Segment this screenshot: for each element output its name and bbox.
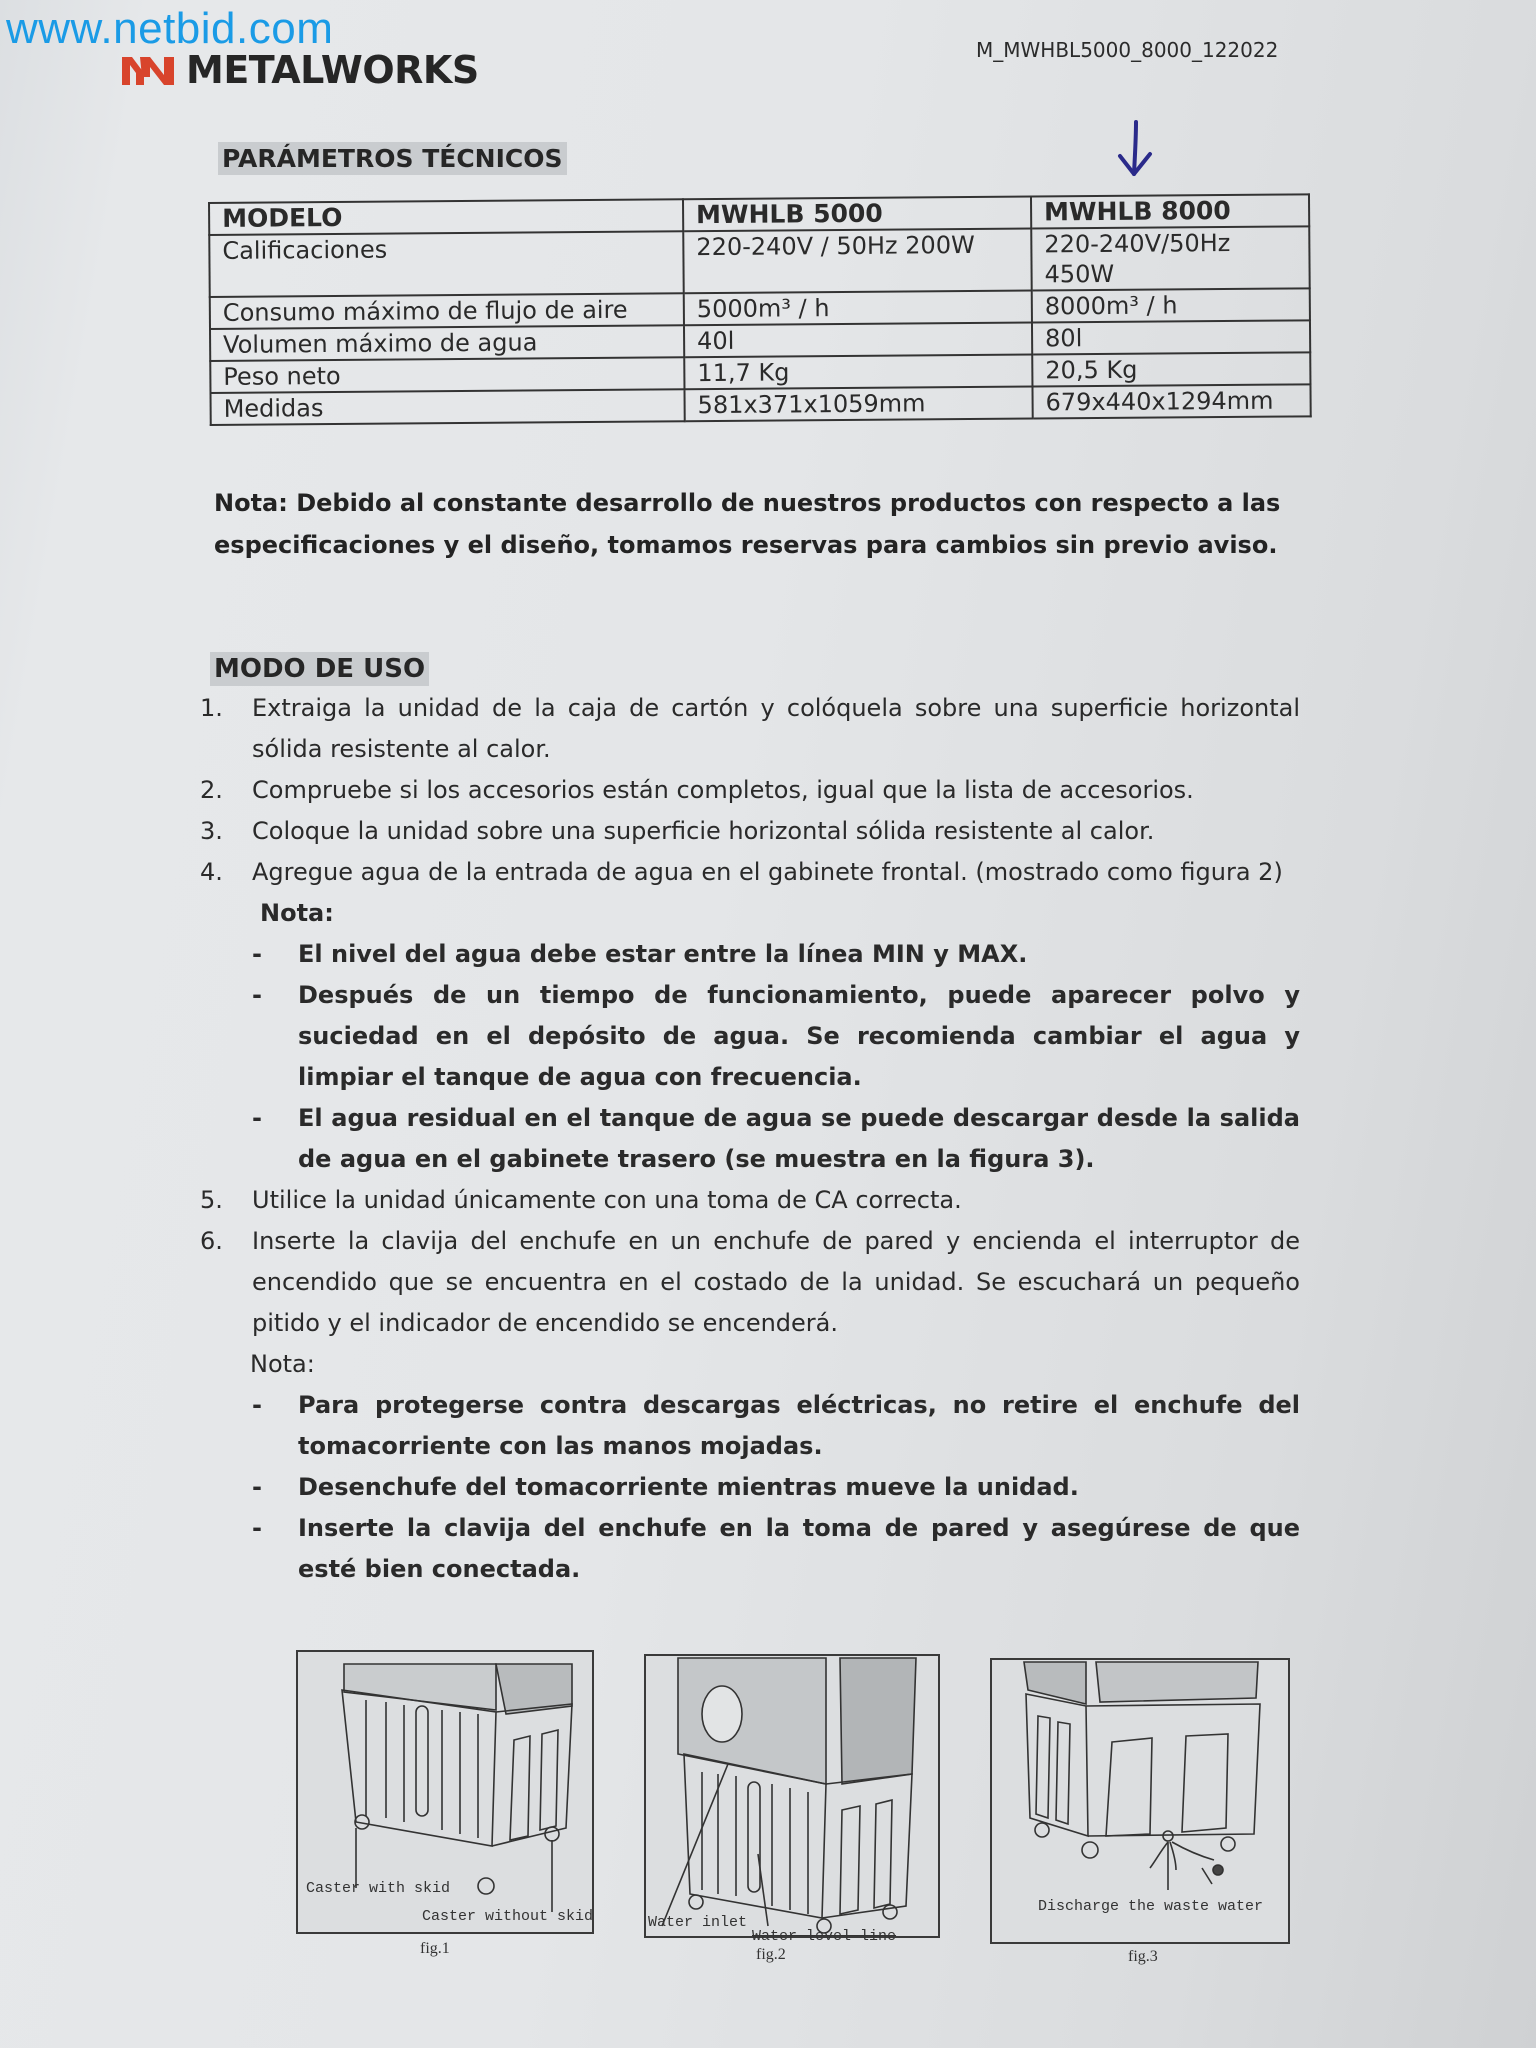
cell-value: 11,7 Kg xyxy=(684,355,1032,390)
watermark: www.netbid.com xyxy=(6,4,334,53)
note-bullet xyxy=(200,1385,1300,1467)
figure-label: Caster with skid xyxy=(306,1880,451,1897)
cell-value: 80l xyxy=(1032,320,1310,354)
figure-caption: fig.2 xyxy=(756,1946,786,1963)
bullet-text: Para protegerse contra descargas eléctricas, no retire el enchufe del tomacorriente con las manos mojadas. xyxy=(298,1391,1300,1460)
bullet-text: Después de un tiempo de funcionamiento, puede aparecer polvo y suciedad en el depósito de agua. Se recomienda cambiar el agua y limpiar el tanque de agua con frecuencia. xyxy=(298,981,1300,1091)
cell-value: 8000m³ / h xyxy=(1032,288,1310,322)
row-label: Medidas xyxy=(211,389,685,425)
list-item xyxy=(200,688,1300,770)
bullet-dash: - xyxy=(252,1473,262,1501)
brand-name: METALWORKS xyxy=(186,48,479,92)
cell-value: 20,5 Kg xyxy=(1032,352,1310,386)
metalworks-mark-icon xyxy=(120,53,182,87)
cell-value: 5000m³ / h xyxy=(684,291,1032,326)
note-label: Nota: xyxy=(260,899,334,927)
list-item xyxy=(200,770,1300,811)
table-row xyxy=(209,226,1309,297)
figure-label: Caster without skid xyxy=(422,1908,594,1925)
list-item xyxy=(200,852,1300,893)
list-item xyxy=(200,811,1300,852)
bullet-text: Desenchufe del tomacorriente mientras mueve la unidad. xyxy=(298,1473,1079,1501)
list-item xyxy=(200,1221,1300,1344)
figure-label: Discharge the waste water xyxy=(1038,1898,1264,1915)
usage-steps xyxy=(200,688,1300,1590)
bullet-text: Inserte la clavija del enchufe en la toma de pared y asegúrese de que esté bien conectada. xyxy=(298,1514,1300,1583)
row-label: Calificaciones xyxy=(209,231,683,297)
bullet-text: El agua residual en el tanque de agua se puede descargar desde la salida de agua en el gabinete trasero (se muestra en la figura 3). xyxy=(298,1104,1300,1173)
usage-title: MODO DE USO xyxy=(210,652,429,686)
specs-table xyxy=(208,193,1312,426)
cell-value: 581x371x1059mm xyxy=(684,387,1032,422)
cell-value: 220-240V / 50Hz 200W xyxy=(683,229,1031,294)
figure-label: Water inlet xyxy=(648,1914,748,1931)
cell-value: 679x440x1294mm xyxy=(1032,384,1310,418)
step-number: 4. xyxy=(200,858,223,886)
step-text: Extraiga la unidad de la caja de cartón y colóquela sobre una superficie horizontal sólida resistente al calor. xyxy=(252,694,1300,763)
note-bullet xyxy=(200,934,1300,975)
note-bullet xyxy=(200,1098,1300,1180)
step-number: 3. xyxy=(200,817,223,845)
air-cooler-water-inlet-illustration-icon xyxy=(644,1654,944,1939)
column-header-mwhlb5000: MWHLB 5000 xyxy=(683,197,1031,232)
step-text: Coloque la unidad sobre una superficie horizontal sólida resistente al calor. xyxy=(252,817,1155,845)
note-bullet xyxy=(200,975,1300,1098)
list-item xyxy=(200,1180,1300,1221)
hand-drawn-arrow-icon xyxy=(1112,118,1160,180)
note-bullet xyxy=(200,1467,1300,1508)
figure-caption: fig.3 xyxy=(1128,1948,1158,1965)
row-label: Volumen máximo de agua xyxy=(210,325,684,361)
bullet-dash: - xyxy=(252,1391,262,1419)
bullet-text: El nivel del agua debe estar entre la línea MIN y MAX. xyxy=(298,940,1028,968)
document-code: M_MWHBL5000_8000_122022 xyxy=(976,38,1279,62)
cell-value-line: 220-240V/50Hz xyxy=(1044,228,1231,259)
note-bullet xyxy=(200,1508,1300,1590)
cell-value xyxy=(1031,226,1309,290)
disclaimer-note: Nota: Debido al constante desarrollo de nuestros productos con respecto a las especificaciones y el diseño, tomamos reservas para cambios sin previo aviso. xyxy=(214,489,1281,559)
bullet-dash: - xyxy=(252,1104,262,1132)
figure-label: Water level line xyxy=(752,1928,897,1945)
note-label: Nota: xyxy=(250,1350,315,1378)
step-number: 1. xyxy=(200,694,223,722)
step-number: 6. xyxy=(200,1227,223,1255)
figure-caption: fig.1 xyxy=(420,1940,450,1957)
row-label: Peso neto xyxy=(210,357,684,393)
row-label: Consumo máximo de flujo de aire xyxy=(210,293,684,329)
step-number: 2. xyxy=(200,776,223,804)
figures-row xyxy=(0,1650,1536,1970)
cell-value-line: 450W xyxy=(1044,259,1115,289)
specs-title: PARÁMETROS TÉCNICOS xyxy=(218,142,567,175)
bullet-dash: - xyxy=(252,981,262,1009)
bullet-dash: - xyxy=(252,940,262,968)
step-text: Utilice la unidad únicamente con una toma de CA correcta. xyxy=(252,1186,962,1214)
bullet-dash: - xyxy=(252,1514,262,1542)
step-number: 5. xyxy=(200,1186,223,1214)
column-header-mwhlb8000: MWHLB 8000 xyxy=(1031,194,1309,228)
step-text: Compruebe si los accesorios están completos, igual que la lista de accesorios. xyxy=(252,776,1194,804)
cell-value: 40l xyxy=(684,323,1032,358)
step-text: Agregue agua de la entrada de agua en el gabinete frontal. (mostrado como figura 2) xyxy=(252,858,1283,886)
brand-logo xyxy=(120,48,479,92)
column-header-model: MODELO xyxy=(209,199,683,235)
step-text: Inserte la clavija del enchufe en un enchufe de pared y encienda el interruptor de encendido que se encuentra en el costado de la unidad. Se escuchará un pequeño pitido y el indicador de encendido se encenderá. xyxy=(252,1227,1300,1337)
